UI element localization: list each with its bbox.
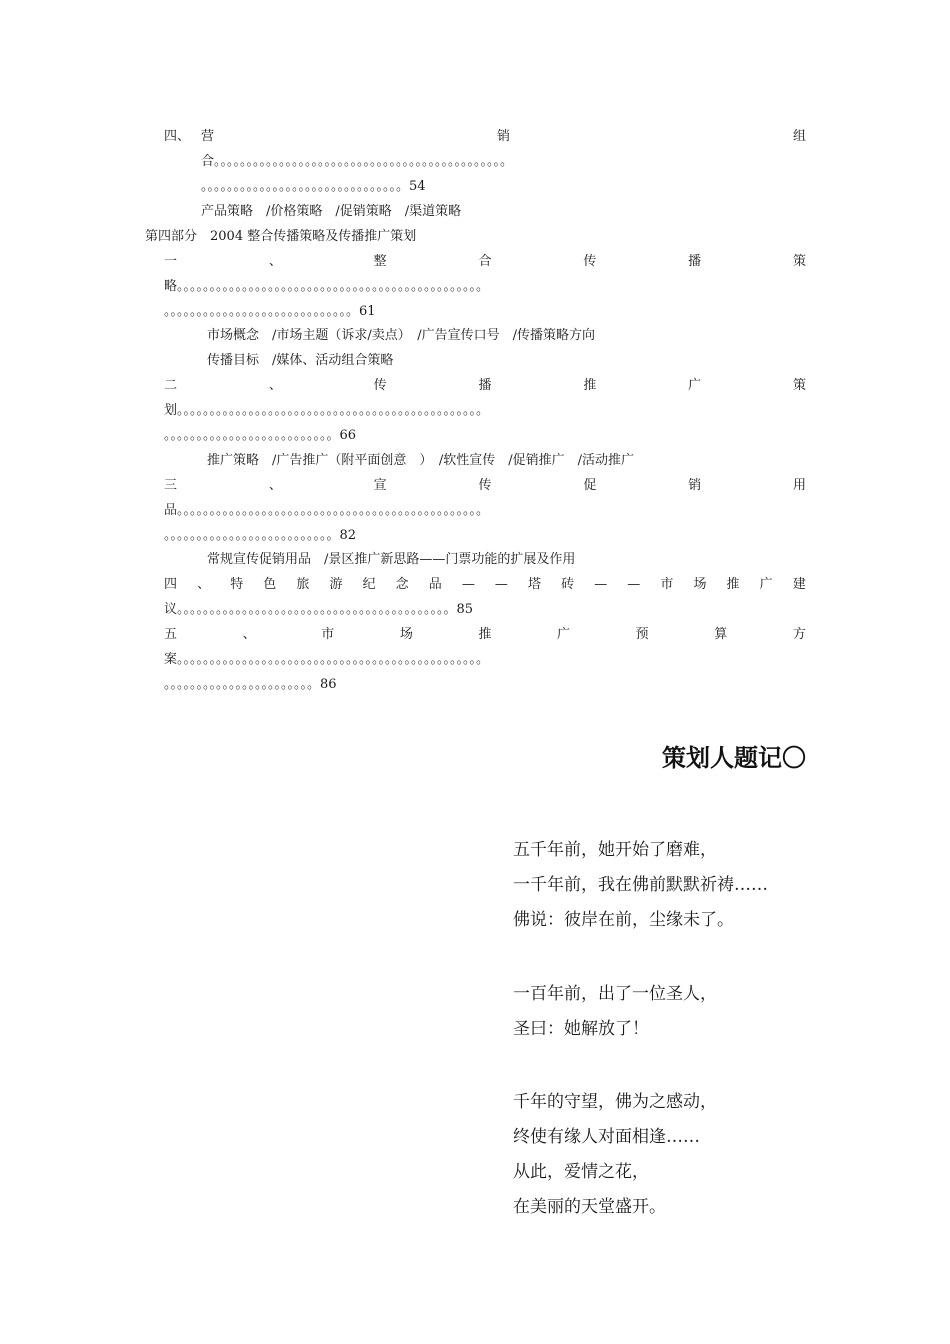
toc-char: 销 xyxy=(497,129,511,144)
toc-dots-page: 。。。。。。。。。。。。。。。。。。。。。。。。。。66 xyxy=(164,428,357,443)
toc-char: — xyxy=(494,577,508,592)
toc-dots: 案。。。。。。。。。。。。。。。。。。。。。。。。。。。。。。。。。。。。。。。。。。。。。。。 xyxy=(164,652,490,667)
toc-entry-marketing-mix xyxy=(164,128,806,146)
toc-char: 用 xyxy=(792,478,806,493)
toc-char: 营 xyxy=(201,129,215,144)
toc-char: 市 xyxy=(660,577,674,592)
poem-line: 一百年前，出了一位圣人， xyxy=(513,984,717,1004)
toc-char: 组 xyxy=(792,129,806,144)
toc-entry-integrated-strategy xyxy=(164,253,806,271)
toc-dots-page: 。。。。。。。。。。。。。。。。。。。。。。。。。。82 xyxy=(164,528,357,543)
toc-char: 旅 xyxy=(296,577,310,592)
toc-char: 推 xyxy=(726,577,740,592)
toc-entry-promo-materials xyxy=(164,477,806,495)
toc-char: 市 xyxy=(321,627,335,642)
part-title: 第四部分 2004 整合传播策略及传播推广策划 xyxy=(145,229,417,244)
toc-char: 传 xyxy=(478,478,492,493)
toc-dots: 合。。。。。。。。。。。。。。。。。。。。。。。。。。。。。。。。。。。。。。。。。。。。。 xyxy=(201,154,514,169)
toc-entry-budget xyxy=(164,626,806,644)
toc-subitems: 市场概念 /市场主题（诉求/卖点） /广告宣传口号 /传播策略方向 xyxy=(207,328,596,343)
toc-subitems: 常规宣传促销用品 /景区推广新思路——门票功能的扩展及作用 xyxy=(207,552,576,567)
toc-dots-page: 。。。。。。。。。。。。。。。。。。。。。。。86 xyxy=(164,677,337,692)
poem-line: 在美丽的天堂盛开。 xyxy=(513,1197,666,1217)
toc-char: 策 xyxy=(792,378,806,393)
poem-line: 佛说：彼岸在前，尘缘未了。 xyxy=(513,910,734,930)
toc-subitems: 产品策略 /价格策略 /促销策略 /渠道策略 xyxy=(201,204,462,219)
toc-char: — xyxy=(594,577,608,592)
toc-char: 场 xyxy=(399,627,413,642)
toc-char: 预 xyxy=(635,627,649,642)
toc-char: 色 xyxy=(263,577,277,592)
poem-line: 圣曰：她解放了！ xyxy=(513,1019,649,1039)
toc-char: 五 xyxy=(164,627,178,642)
poem-line: 一千年前，我在佛前默默祈祷…… xyxy=(513,875,768,895)
toc-char: 特 xyxy=(230,577,244,592)
toc-char: 算 xyxy=(714,627,728,642)
toc-char: 、 xyxy=(242,627,256,642)
toc-char: 播 xyxy=(478,378,492,393)
toc-char: 销 xyxy=(688,478,702,493)
toc-dots: 划。。。。。。。。。。。。。。。。。。。。。。。。。。。。。。。。。。。。。。。。。。。。。。。 xyxy=(164,403,490,418)
toc-char: 塔 xyxy=(528,577,542,592)
toc-char: 推 xyxy=(478,627,492,642)
toc-char: 合 xyxy=(478,254,492,269)
toc-char: 念 xyxy=(395,577,409,592)
toc-char: 、 xyxy=(268,378,282,393)
toc-char: — xyxy=(627,577,641,592)
toc-char: 纪 xyxy=(362,577,376,592)
toc-char: 游 xyxy=(329,577,343,592)
toc-char: 传 xyxy=(373,378,387,393)
poem-line: 千年的守望，佛为之感动， xyxy=(513,1092,717,1112)
toc-dots-page: 。。。。。。。。。。。。。。。。。。。。。。。。。。。。。61 xyxy=(164,304,376,319)
toc-char: 整 xyxy=(373,254,387,269)
poem-line: 从此，爱情之花， xyxy=(513,1162,649,1182)
toc-entry-promotion-plan xyxy=(164,377,806,395)
toc-char: 四 xyxy=(164,577,178,592)
toc-char: 方 xyxy=(792,627,806,642)
toc-char: 推 xyxy=(583,378,597,393)
toc-char: 、 xyxy=(268,478,282,493)
toc-entry-souvenir xyxy=(164,576,806,594)
toc-char: — xyxy=(461,577,475,592)
toc-char: 场 xyxy=(693,577,707,592)
toc-char: 一 xyxy=(164,254,178,269)
toc-char: 广 xyxy=(688,378,702,393)
toc-char: 建 xyxy=(792,577,806,592)
toc-char: 促 xyxy=(583,478,597,493)
toc-char: 广 xyxy=(759,577,773,592)
section-heading: 策划人题记〇 xyxy=(662,744,806,772)
poem-line: 五千年前，她开始了磨难， xyxy=(513,840,717,860)
toc-dots-page: 议。。。。。。。。。。。。。。。。。。。。。。。。。。。。。。。。。。。。。。。。。。85 xyxy=(164,602,474,617)
toc-char: 广 xyxy=(557,627,571,642)
toc-char: 策 xyxy=(792,254,806,269)
toc-char: 三 xyxy=(164,478,178,493)
toc-subitems: 传播目标 /媒体、活动组合策略 xyxy=(207,353,394,368)
toc-char: 、 xyxy=(197,577,211,592)
toc-char: 四、 xyxy=(164,129,191,144)
toc-dots: 品。。。。。。。。。。。。。。。。。。。。。。。。。。。。。。。。。。。。。。。。。。。。。。。 xyxy=(164,503,490,518)
toc-char: 二 xyxy=(164,378,178,393)
toc-char: 品 xyxy=(428,577,442,592)
toc-char: 砖 xyxy=(561,577,575,592)
toc-char: 播 xyxy=(688,254,702,269)
toc-char: 传 xyxy=(583,254,597,269)
toc-dots-page: 。。。。。。。。。。。。。。。。。。。。。。。。。。。。。。。54 xyxy=(201,179,426,194)
toc-subitems: 推广策略 /广告推广（附平面创意 ） /软性宣传 /促销推广 /活动推广 xyxy=(207,453,635,468)
toc-char: 、 xyxy=(268,254,282,269)
toc-char: 宣 xyxy=(373,478,387,493)
poem-line: 终使有缘人对面相逢…… xyxy=(513,1127,700,1147)
toc-dots: 略。。。。。。。。。。。。。。。。。。。。。。。。。。。。。。。。。。。。。。。。。。。。。。。 xyxy=(164,279,490,294)
